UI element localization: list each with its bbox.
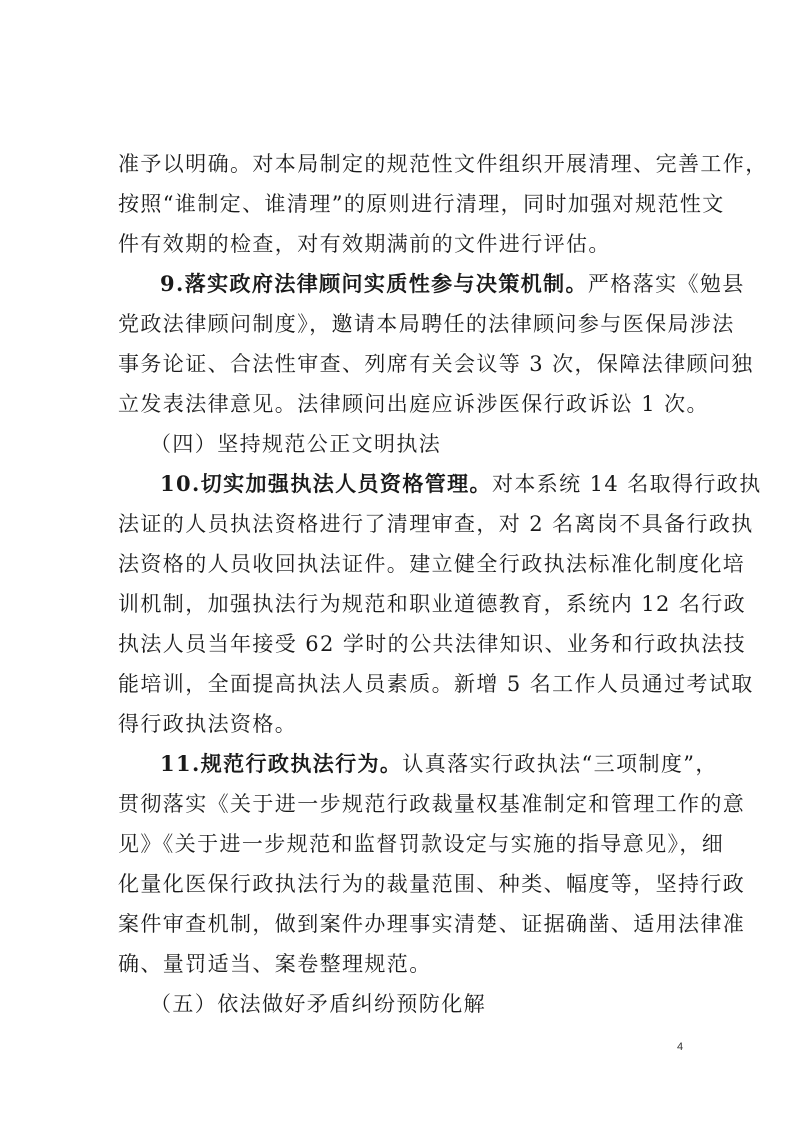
body-text-line: 确、量罚适当、案卷整理规范。	[118, 952, 432, 976]
body-text-line: 训机制，加强执法行为规范和职业道德教育，系统内 12 名行政	[118, 592, 747, 616]
body-text-line: 法证的人员执法资格进行了清理审查，对 2 名离岗不具备行政执	[118, 512, 754, 536]
body-text-line: 立发表法律意见。法律顾问出庭应诉涉医保行政诉讼 1 次。	[118, 392, 709, 416]
item-10-heading: 10.切实加强执法人员资格管理。	[160, 471, 492, 496]
body-text-line: 准予以明确。对本局制定的规范性文件组织开展清理、完善工作，	[118, 152, 768, 176]
section-heading-5: （五）依法做好矛盾纠纷预防化解	[150, 992, 486, 1016]
body-text-line: 化量化医保行政执法行为的裁量范围、种类、幅度等，坚持行政	[118, 872, 746, 896]
body-text-line: 案件审查机制，做到案件办理事实清楚、证据确凿、适用法律准	[118, 912, 746, 936]
item-11-text: 认真落实行政执法“三项制度”，	[402, 752, 718, 776]
body-text-line: 见》《关于进一步规范和监督罚款设定与实施的指导意见》，细	[118, 832, 725, 856]
item-11-heading: 11.规范行政执法行为。	[160, 751, 403, 776]
body-text-line: 贯彻落实《关于进一步规范行政裁量权基准制定和管理工作的意	[118, 792, 746, 816]
body-text-line: 执法人员当年接受 62 学时的公共法律知识、业务和行政执法技	[118, 632, 747, 656]
body-text-line: 件有效期的检查，对有效期满前的文件进行评估。	[118, 232, 611, 256]
body-text-line: 得行政执法资格。	[118, 712, 298, 736]
body-text-line: 法资格的人员收回执法证件。建立健全行政执法标准化制度化培	[118, 552, 746, 576]
item-10-text: 对本系统 14 名取得行政执	[491, 472, 762, 496]
body-text-line: 按照“谁制定、谁清理”的原则进行清理，同时加强对规范性文	[118, 192, 725, 216]
item-11-first-line	[160, 750, 718, 778]
item-9-heading: 9.落实政府法律顾问实质性参与决策机制。	[160, 271, 588, 296]
item-9-first-line	[160, 270, 745, 298]
body-text-line: 党政法律顾问制度》，邀请本局聘任的法律顾问参与医保局涉法	[118, 312, 735, 336]
body-text-line: 能培训，全面提高执法人员素质。新增 5 名工作人员通过考试取	[118, 672, 754, 696]
page-number: 4	[677, 1041, 684, 1053]
item-9-text: 严格落实《勉县	[587, 272, 745, 296]
item-10-first-line	[160, 470, 762, 498]
body-text-line: 事务论证、合法性审查、列席有关会议等 3 次，保障法律顾问独	[118, 352, 754, 376]
section-heading-4: （四）坚持规范公正文明执法	[150, 432, 442, 456]
